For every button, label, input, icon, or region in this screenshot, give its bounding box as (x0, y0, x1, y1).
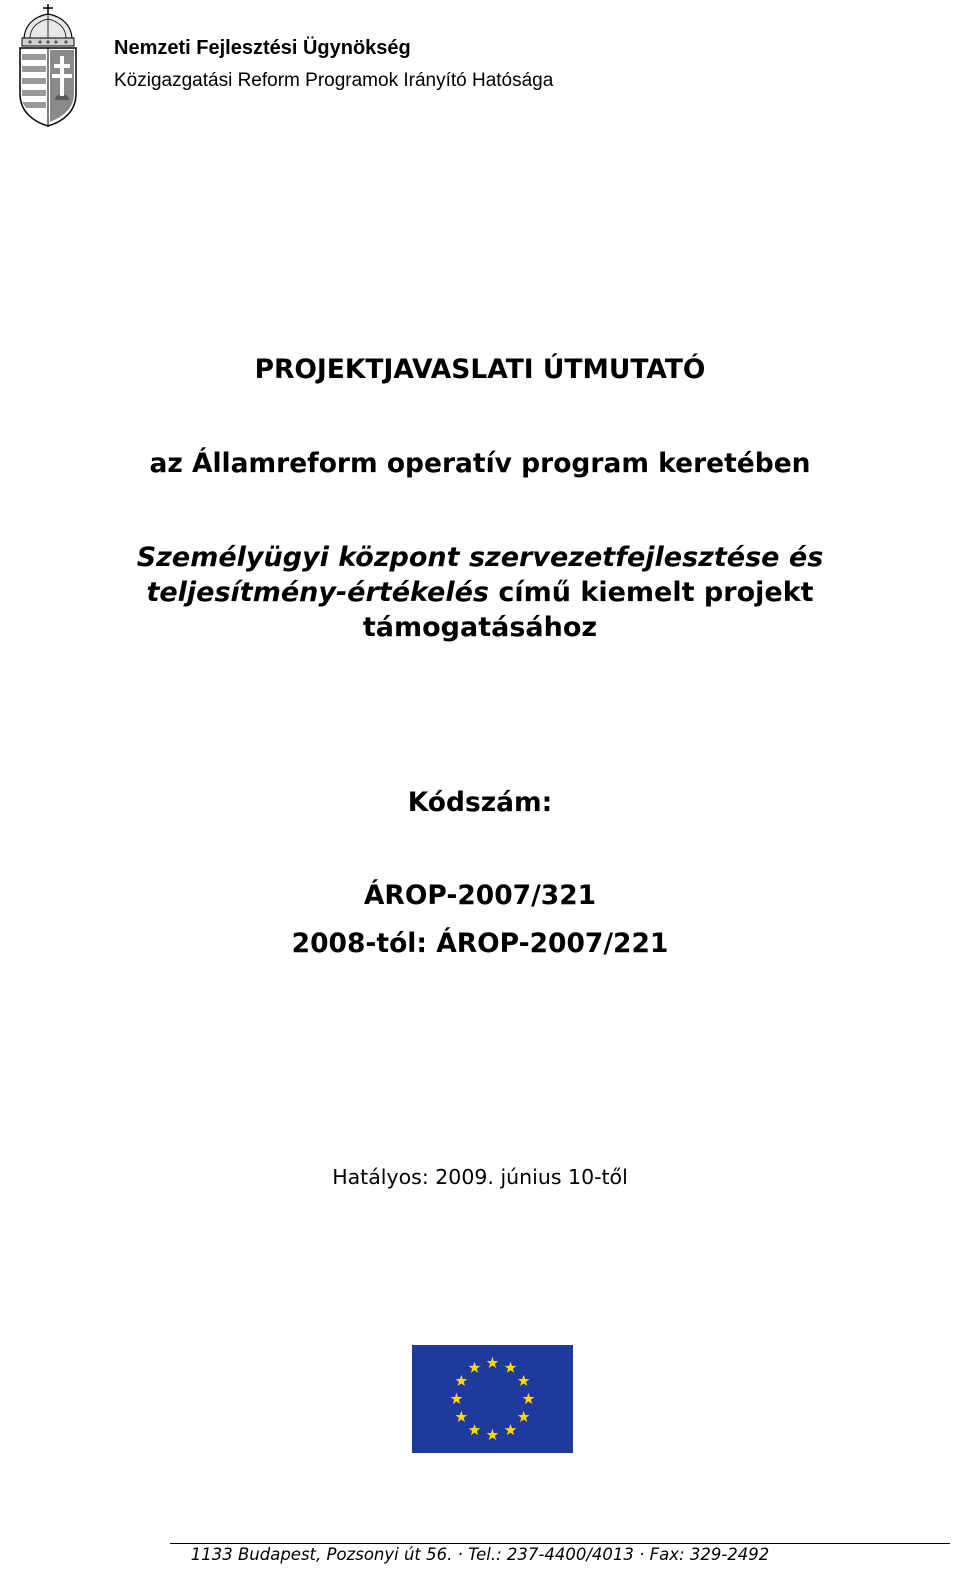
project-code-2008: 2008-tól: ÁROP-2007/221 (291, 928, 669, 959)
project-title-line-3: támogatásához (362, 612, 598, 643)
hungarian-coat-of-arms-icon (16, 2, 80, 128)
validity-date: Hatályos: 2009. június 10-től (332, 1165, 628, 1189)
org-name: Nemzeti Fejlesztési Ügynökség (114, 37, 411, 59)
project-title-line-1: Személyügyi központ szervezetfejlesztése és (136, 542, 824, 573)
document-subtitle: az Államreform operatív program keretében (149, 448, 811, 479)
eu-flag-icon (412, 1345, 573, 1453)
project-title-line-2-rest: című kiemelt projekt (488, 577, 814, 608)
footer-divider (170, 1543, 950, 1544)
department-name: Közigazgatási Reform Programok Irányító Hatósága (114, 70, 554, 91)
project-title-line-2 (0, 575, 960, 611)
code-label: Kódszám: (407, 787, 553, 818)
project-title-line-2-italic: teljesítmény-értékelés (146, 577, 489, 608)
document-title: PROJEKTJAVASLATI ÚTMUTATÓ (254, 354, 706, 385)
project-code: ÁROP-2007/321 (363, 880, 597, 911)
footer-address: 1133 Budapest, Pozsonyi út 56. · Tel.: 237-4400/4013 · Fax: 329-2492 (190, 1545, 770, 1564)
